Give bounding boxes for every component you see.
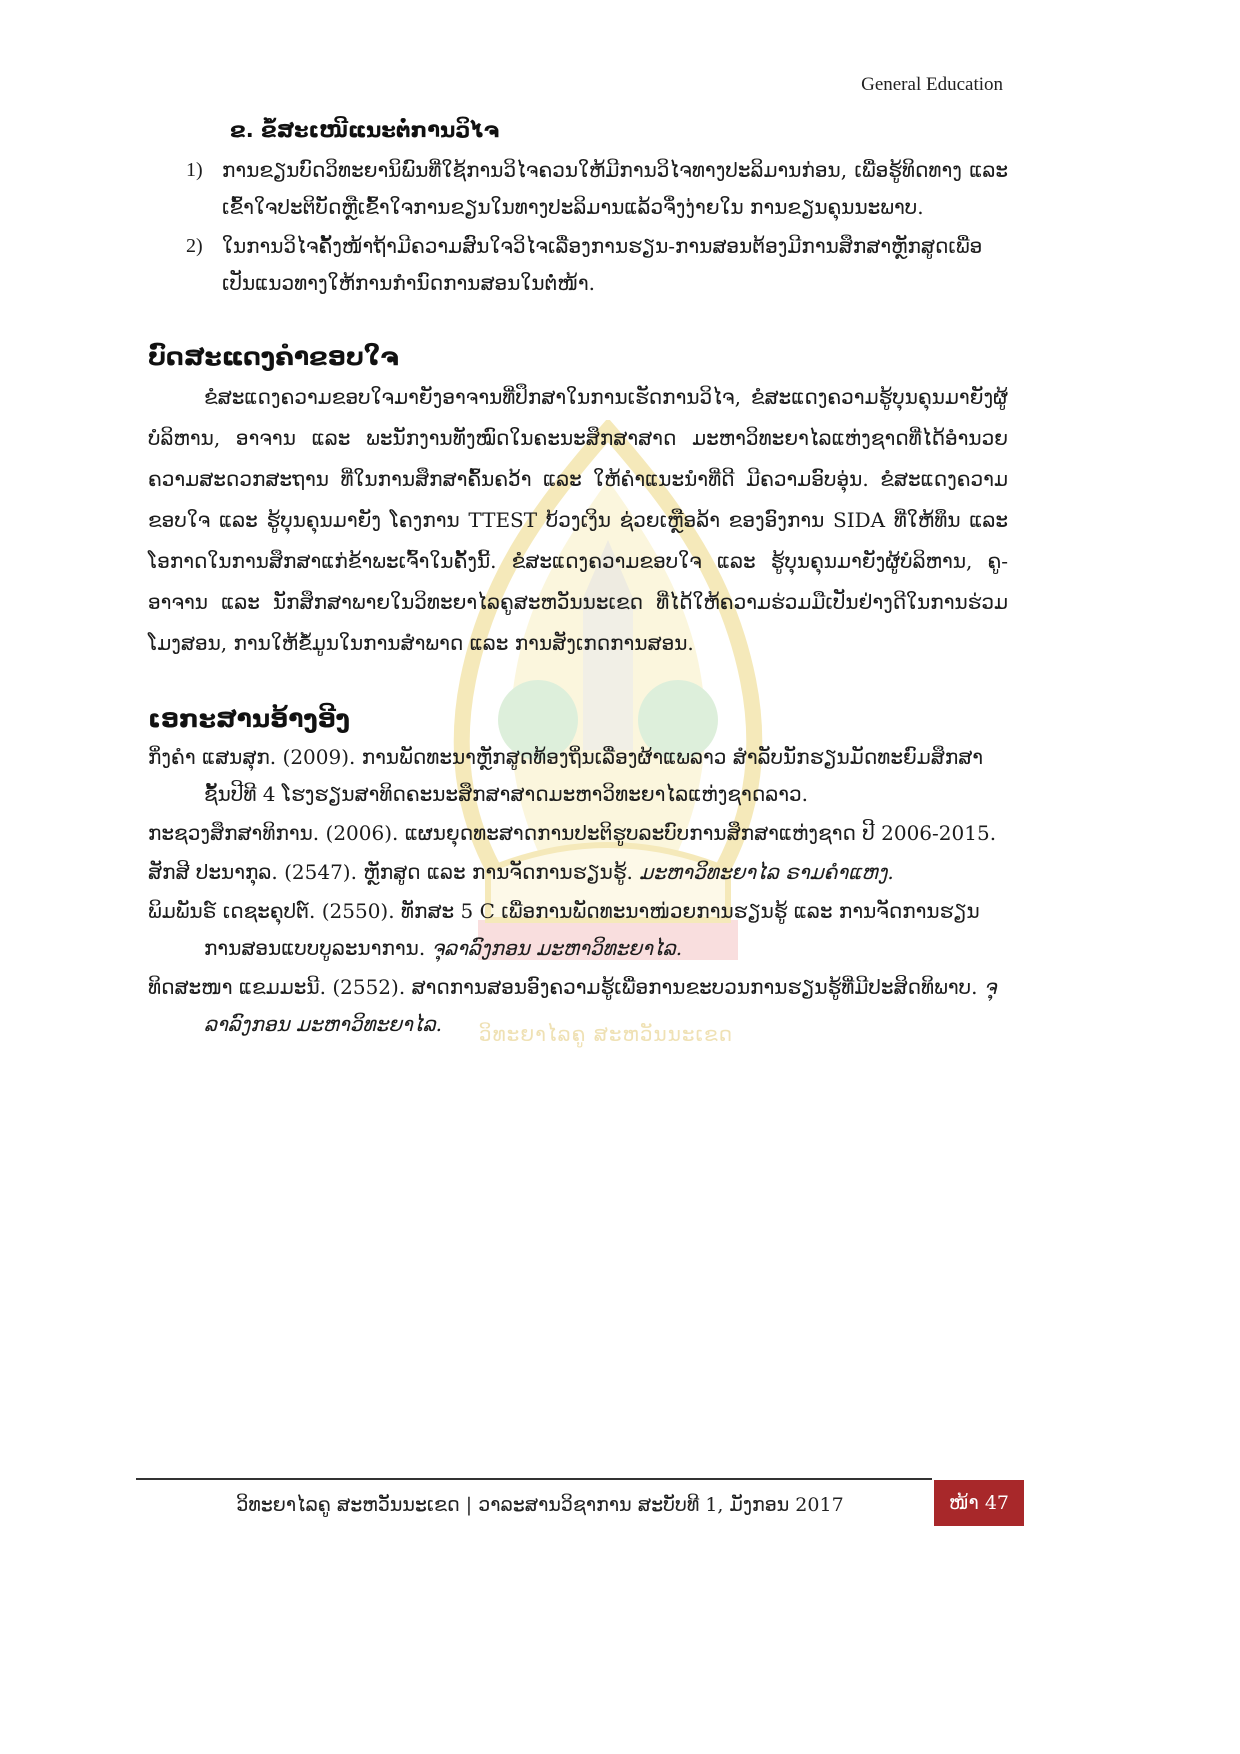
reference-entry bbox=[148, 969, 1008, 1043]
list-item-text: ການຂຽນບົດວິທະຍານິພົນທີ່ໃຊ້ການວິໄຈຄວນໃຫ້ມີການວິໄຈທາງປະລິມານກ່ອນ, ເພື່ອຮູ້ທິດທາງ ແລະ ເຂົ້າໃຈປະຕິບັດຫຼືເຂົ້າໃຈການຂຽນໃນທາງປະລິມານແລ້ວຈຶ່ງງ່າຍໃນ ການຂຽນຄຸນນະພາບ. bbox=[222, 158, 1008, 219]
reference-entry bbox=[148, 893, 1008, 967]
list-item bbox=[148, 228, 1008, 302]
references-list bbox=[148, 739, 1008, 1043]
reference-text: ທິດສະໜາ ແຂມມະນີ. (2552). ສາດການສອນອົງຄວາມຮູ້ເພື່ອການຂະບວນການຮຽນຮູ້ທີ່ມີປະສິດທິພາບ. bbox=[148, 975, 984, 999]
reference-text: ພິມພັນຣ໌ ເດຊະຄຸປຕ໌. (2550). ທັກສະ 5 C ເພື່ອການພັດທະນາໜ່ວຍການຮຽນຮູ້ ແລະ ການຈັດການຮຽນການສອນແບບບູລະນາການ. bbox=[148, 899, 980, 960]
reference-text: ກິ່ງຄຳ ແສນສຸກ. (2009). ການພັດທະນາຫຼັກສູດທ້ອງຖິ່ນເລື່ອງຜ້າແພລາວ ສຳລັບນັກຮຽນມັດທະຍົມສຶກສາຊັ້ນປີທີ 4 ໂຮງຮຽນສາທິດຄະນະສຶກສາສາດມະຫາວິທະຍາໄລແຫ່ງຊາດລາວ. bbox=[148, 745, 984, 806]
reference-entry bbox=[148, 854, 1008, 891]
footer-divider bbox=[136, 1478, 932, 1480]
recommendations-list bbox=[148, 152, 1008, 302]
list-item-text: ໃນການວິໄຈຄັ້ງໜ້າຖ້າມີຄວາມສົນໃຈວິໄຈເລື່ອງການຮຽນ-ການສອນຕ້ອງມີການສຶກສາຫຼັກສູດເພື່ອ ເປັນແນວທາງໃຫ້ການກຳນົດການສອນໃນຕໍ່ໜ້າ. bbox=[222, 234, 983, 295]
reference-entry bbox=[148, 815, 1008, 852]
main-content bbox=[148, 118, 1008, 1045]
watermark-text: ວິທະຍາໄລຄູ ສະຫວັນນະເຂດ bbox=[478, 1022, 734, 1046]
acknowledgement-paragraph: ຂໍສະແດງຄວາມຂອບໃຈມາຍັງອາຈານທີ່ປຶກສາໃນການເຮັດການວິໄຈ, ຂໍສະແດງຄວາມຮູ້ບຸນຄຸນມາຍັງຜູ້ບໍລິຫານ, ອາຈານ ແລະ ພະນັກງານທັງໝົດໃນຄະນະສຶກສາສາດ ມະຫາວິທະຍາໄລແຫ່ງຊາດທີ່ໄດ້ອຳນວຍຄວາມສະດວກສະຖານ ທີ່ໃນການສຶກສາຄົ້ນຄວ້າ ແລະ ໃຫ້ຄຳແນະນຳທີ່ດີ ມີຄວາມອົບອຸ່ນ. ຂໍສະແດງຄວາມຂອບໃຈ ແລະ ຮູ້ບຸນຄຸນມາຍັງ ໂຄງການ TTEST ບ້ວງເງິນ ຊ່ວຍເຫຼືອລ້າ ຂອງອົງການ SIDA ທີ່ໃຫ້ທຶນ ແລະ ໂອກາດໃນການສຶກສາແກ່ຂ້າພະເຈົ້າໃນຄັ້ງນີ້. ຂໍສະແດງຄວາມຂອບໃຈ ແລະ ຮູ້ບຸນຄຸນມາຍັງຜູ້ບໍລິຫານ, ຄູ-ອາຈານ ແລະ ນັກສຶກສາພາຍໃນວິທະຍາໄລຄູສະຫວັນນະເຂດ ທີ່ໄດ້ໃຫ້ຄວາມຮ່ວມມືເປັນຢ່າງດີໃນການຮ່ວມໂມງສອນ, ການໃຫ້ຂໍ້ມູນໃນການສຳພາດ ແລະ ການສັງເກດການສອນ. bbox=[148, 385, 1008, 655]
list-item-number: 1) bbox=[186, 159, 203, 181]
reference-entry bbox=[148, 739, 1008, 813]
reference-publisher: ມະຫາວິທະຍາໄລ ຣາມຄຳແຫງ. bbox=[639, 860, 894, 884]
acknowledgement-heading: ບົດສະແດງຄຳຂອບໃຈ bbox=[148, 342, 399, 371]
reference-publisher: ຈຸລາລົງກອນ ມະຫາວິທະຍາໄລ. bbox=[204, 975, 997, 1036]
footer-journal-info: ວິທະຍາໄລຄູ ສະຫວັນນະເຂດ | ວາລະສານວິຊາການ ສະບັບທີ 1, ມັງກອນ 2017 bbox=[236, 1494, 844, 1516]
running-header: General Education bbox=[861, 74, 1003, 95]
list-item bbox=[148, 152, 1008, 226]
recommendations-heading: ຂ. ຂໍ້ສະເໜີແນະຕໍ່ການວິໄຈ bbox=[230, 118, 500, 142]
reference-publisher: ຈຸລາລົງກອນ ມະຫາວິທະຍາໄລ. bbox=[431, 936, 683, 960]
reference-text: ກະຊວງສຶກສາທິການ. (2006). ແຜນຍຸດທະສາດການປະຕິຮູບລະບົບການສຶກສາແຫ່ງຊາດ ປີ 2006-2015. bbox=[148, 821, 997, 845]
list-item-number: 2) bbox=[186, 235, 203, 257]
reference-text: ສັກສີ ປະນາກຸລ. (2547). ຫຼັກສູດ ແລະ ການຈັດການຮຽນຮູ້. bbox=[148, 860, 640, 884]
page-number-badge: ໜ້າ 47 bbox=[934, 1480, 1024, 1526]
references-heading: ເອກະສານອ້າງອີງ bbox=[148, 704, 351, 733]
